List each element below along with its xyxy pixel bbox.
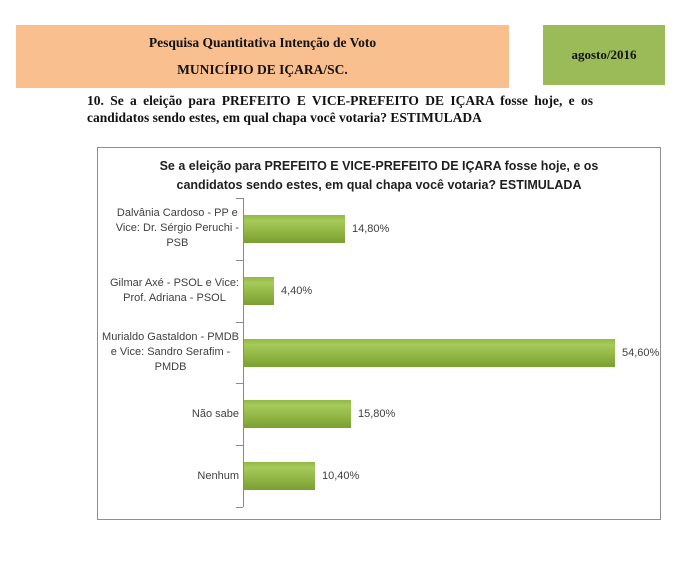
category-label: Nenhum — [197, 469, 239, 482]
report-title: Pesquisa Quantitativa Intenção de Voto — [148, 35, 377, 51]
chart-title — [98, 157, 660, 194]
value-label: 54,60% — [622, 346, 660, 359]
question-text — [87, 92, 593, 126]
date-badge — [543, 25, 665, 85]
value-label: 14,80% — [352, 222, 390, 235]
date-badge-label: agosto/2016 — [571, 47, 637, 62]
chart-title-line-2: candidatos sendo estes, em qual chapa você votaria? ESTIMULADA — [176, 177, 582, 192]
category-label: Não sabe — [191, 407, 239, 420]
value-label: 4,40% — [281, 284, 313, 297]
question-line-2: candidatos sendo estes, em qual chapa você votaria? ESTIMULADA — [87, 110, 482, 125]
bar-chart — [97, 147, 661, 520]
bar — [244, 400, 351, 428]
category-label: Murialdo Gastaldon - PMDB e Vice: Sandro Serafim - PMDB — [102, 330, 239, 373]
chart-title-line-1: Se a eleição para PREFEITO E VICE-PREFEITO DE IÇARA fosse hoje, e os — [159, 159, 599, 173]
value-label: 10,40% — [322, 470, 360, 483]
axis-tick — [236, 507, 243, 508]
category-label: Gilmar Axé - PSOL e Vice: Prof. Adriana - PSOL — [110, 276, 239, 304]
bar — [244, 339, 615, 367]
bar — [244, 215, 345, 243]
category-label: Dalvânia Cardoso - PP e Vice: Dr. Sérgio Peruchi - PSB — [115, 207, 239, 250]
bar — [244, 277, 274, 305]
bar — [244, 462, 315, 490]
question-line-1: 10. Se a eleição para PREFEITO E VICE-PREFEITO DE IÇARA fosse hoje, e os — [87, 93, 593, 108]
plot-area — [98, 198, 659, 507]
report-header-banner — [16, 25, 509, 88]
value-label: 15,80% — [358, 408, 396, 421]
report-subtitle: MUNICÍPIO DE IÇARA/SC. — [177, 61, 348, 77]
